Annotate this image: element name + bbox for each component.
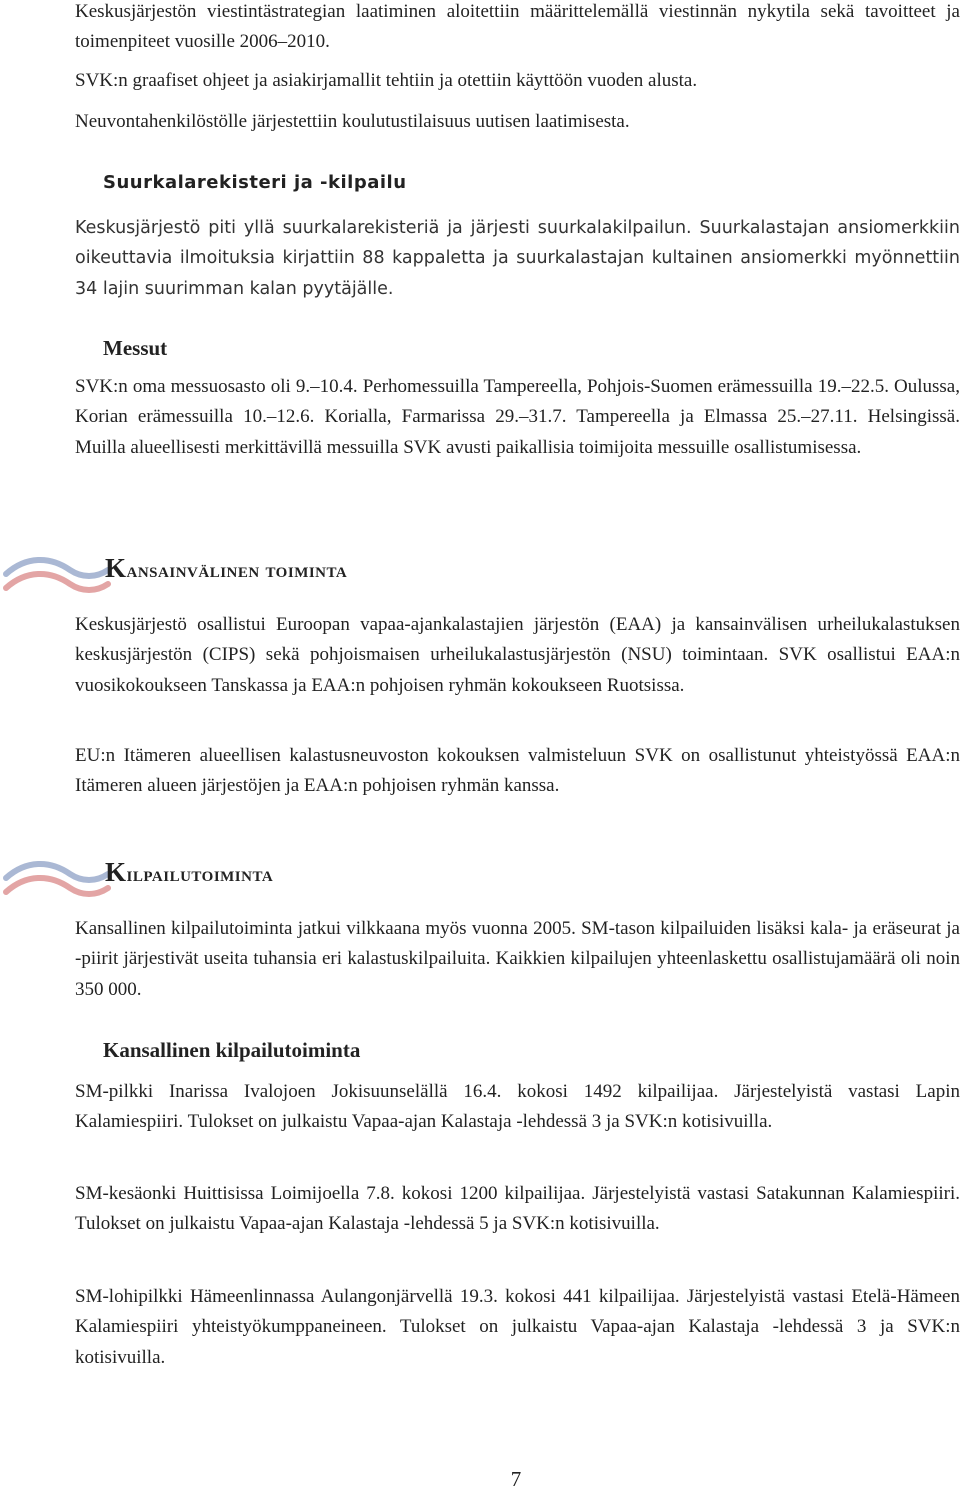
kansallinen-subheading: Kansallinen kilpailutoiminta bbox=[103, 1038, 361, 1062]
messut-paragraph: SVK:n oma messuosasto oli 9.–10.4. Perhomessuilla Tampereella, Pohjois-Suomen erämessuilla 19.–22.5. Oulussa, Korian erämessuilla 10.–12.6. Korialla, Farmarissa 29.–31.7. Tampereella ja Elmassa 25.–27.11. Helsingissä. Muilla alueellisesti merkittävillä messuilla SVK avusti paikallisia toimijoita messuille osallistumisessa. bbox=[75, 376, 960, 458]
kilpailu-heading bbox=[105, 857, 273, 888]
intro-paragraph-3: Neuvontahenkilöstölle järjestettiin koulutustilaisuus uutisen laatimisesta. bbox=[75, 111, 630, 132]
decorative-wave-icon bbox=[0, 548, 112, 598]
intro-paragraph-1: Keskusjärjestön viestintästrategian laatiminen aloitettiin määrittelemällä viestinnän nykytila sekä tavoitteet ja toimenpiteet vuosille 2006–2010. bbox=[75, 1, 960, 53]
kansainvalinen-heading bbox=[105, 553, 347, 584]
kilpailu-heading-rest: ilpailutoiminta bbox=[126, 862, 274, 886]
messut-heading: Messut bbox=[103, 336, 168, 360]
kansainvalinen-paragraph-2: EU:n Itämeren alueellisen kalastusneuvoston kokouksen valmisteluun SVK on osallistunut yhteistyössä EAA:n Itämeren alueen järjestöjen ja EAA:n pohjoisen ryhmän kanssa. bbox=[75, 745, 960, 797]
kilpailu-paragraph-3: SM-kesäonki Huittisissa Loimijoella 7.8. kokosi 1200 kilpailijaa. Järjestelyistä vastasi Satakunnan Kalamiespiiri. Tulokset on julkaistu Vapaa-ajan Kalastaja -lehdessä 5 ja SVK:n kotisivuilla. bbox=[75, 1183, 960, 1235]
kilpailu-paragraph-1: Kansallinen kilpailutoiminta jatkui vilkkaana myös vuonna 2005. SM-tason kilpailuiden lisäksi kala- ja eräseurat ja -piirit järjestivät useita tuhansia eri kalastuskilpailuita. Kaikkien kilpailujen yhteenlaskettu osallistujamäärä oli noin 350 000. bbox=[75, 918, 960, 1000]
kansainvalinen-heading-initial: K bbox=[105, 553, 127, 583]
intro-paragraph-2: SVK:n graafiset ohjeet ja asiakirjamallit tehtiin ja otettiin käyttöön vuoden alusta. bbox=[75, 70, 698, 91]
kilpailu-paragraph-2: SM-pilkki Inarissa Ivalojoen Jokisuunselällä 16.4. kokosi 1492 kilpailijaa. Järjestelyistä vastasi Lapin Kalamiespiiri. Tulokset on julkaistu Vapaa-ajan Kalastaja -lehdessä 3 ja SVK:n kotisivuilla. bbox=[75, 1081, 960, 1133]
suurkala-paragraph: Keskusjärjestö piti yllä suurkalarekisteriä ja järjesti suurkalakilpailun. Suurkalastajan ansiomerkkiin oikeuttavia ilmoituksia kirjattiin 88 kappaletta ja suurkalastajan kultainen ansiomerkki myönnettiin 34 lajin suurimman kalan pyytäjälle. bbox=[75, 218, 960, 299]
kilpailu-heading-initial: K bbox=[105, 857, 127, 887]
decorative-wave-icon bbox=[0, 852, 112, 902]
kansainvalinen-paragraph-1: Keskusjärjestö osallistui Euroopan vapaa-ajankalastajien järjestön (EAA) ja kansainvälisen urheilukalastuksen keskusjärjestön (CIPS) sekä pohjoismaisen urheilukalastusjärjestön (NSU) toimintaan. SVK osallistui EAA:n vuosikokoukseen Tanskassa ja EAA:n pohjoisen ryhmän kokoukseen Ruotsissa. bbox=[75, 614, 960, 696]
kilpailu-paragraph-4: SM-lohipilkki Hämeenlinnassa Aulangonjärvellä 19.3. kokosi 441 kilpailijaa. Järjestelyistä vastasi Etelä-Hämeen Kalamiespiiri yhteistyökumppaneineen. Tulokset on julkaistu Vapaa-ajan Kalastaja -lehdessä 3 ja SVK:n kotisivuilla. bbox=[75, 1286, 960, 1368]
kansainvalinen-heading-rest: ansainvälinen toiminta bbox=[126, 558, 348, 582]
page-number: 7 bbox=[510, 1467, 522, 1491]
suurkala-heading: Suurkalarekisteri ja -kilpailu bbox=[103, 172, 407, 193]
